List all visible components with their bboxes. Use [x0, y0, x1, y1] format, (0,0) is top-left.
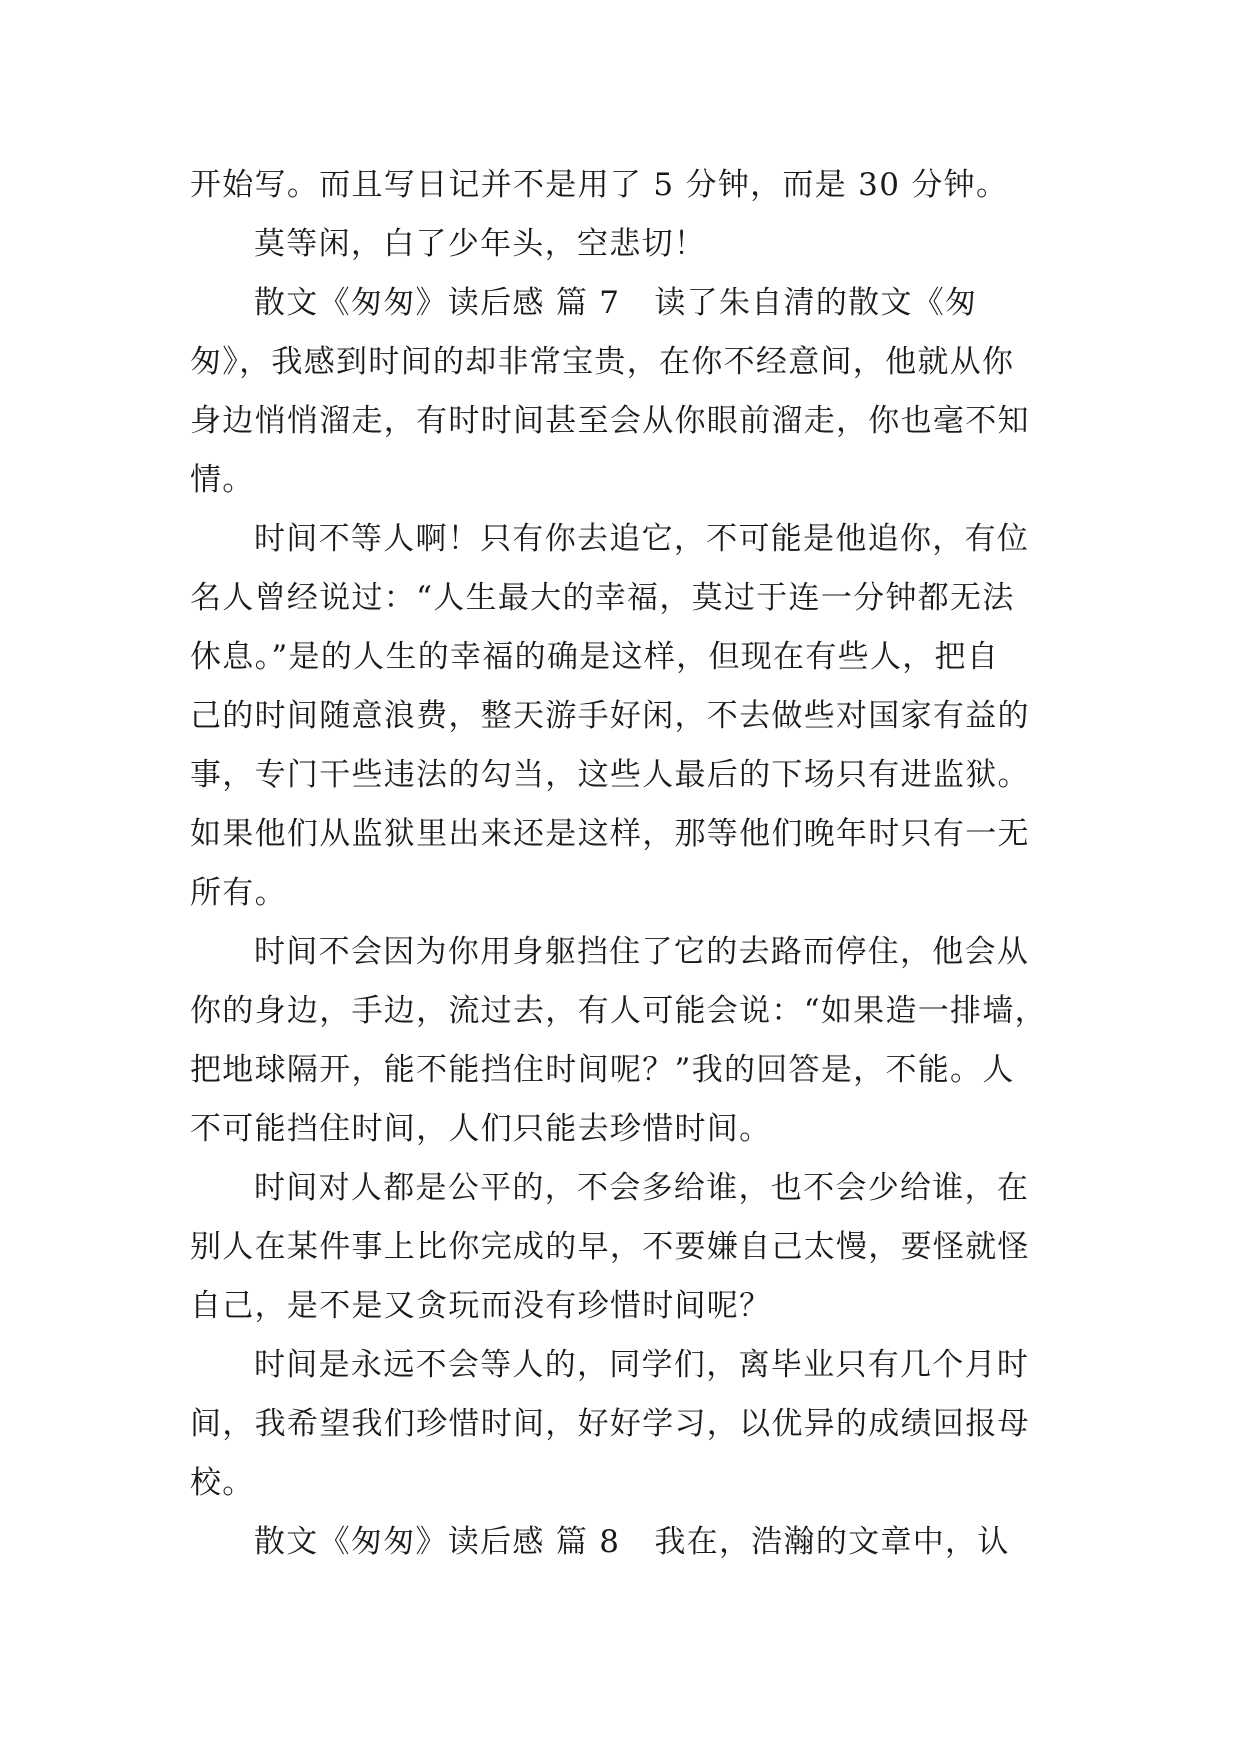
text-line: 校。: [190, 1465, 255, 1501]
section-heading-line: [190, 274, 1070, 333]
text-line: 把地球隔开，能不能挡住时间呢？”我的回答是，不能。人: [190, 1052, 1015, 1088]
text-line: 己的时间随意浪费，整天游手好闲，不去做些对国家有益的: [190, 698, 1030, 734]
article-body: [190, 156, 1070, 1572]
text-line: 时间是永远不会等人的，同学们，离毕业只有几个月时: [254, 1347, 1030, 1383]
text-line: 所有。: [190, 875, 287, 911]
text-line: 情。: [190, 462, 255, 498]
text-line: 自己，是不是又贪玩而没有珍惜时间呢？: [190, 1288, 772, 1324]
text-line: 匆》，我感到时间的却非常宝贵，在你不经意间，他就从你: [190, 344, 1015, 380]
section-heading: 散文《匆匆》读后感 篇 8: [254, 1524, 621, 1560]
text-line: 间，我希望我们珍惜时间，好好学习，以优异的成绩回报母: [190, 1406, 1030, 1442]
text-line: 名人曾经说过：“人生最大的幸福，莫过于连一分钟都无法: [190, 580, 1015, 616]
section-heading: 散文《匆匆》读后感 篇 7: [254, 285, 621, 321]
text-line: 莫等闲，白了少年头，空悲切！: [254, 226, 707, 262]
section-heading-line: [190, 1513, 1070, 1572]
section-text: 我在，浩瀚的文章中，认: [654, 1524, 1010, 1560]
text-line: 如果他们从监狱里出来还是这样，那等他们晚年时只有一无: [190, 816, 1030, 852]
text-line: 时间对人都是公平的，不会多给谁，也不会少给谁，在: [254, 1170, 1030, 1206]
text-line: 时间不等人啊！只有你去追它，不可能是他追你，有位: [254, 521, 1030, 557]
text-line: 事，专门干些违法的勾当，这些人最后的下场只有进监狱。: [190, 757, 1030, 793]
text-line: 你的身边，手边，流过去，有人可能会说：“如果造一排墙，: [190, 993, 1047, 1029]
text-line: 时间不会因为你用身躯挡住了它的去路而停住，他会从: [254, 934, 1030, 970]
text-line: 休息。”是的人生的幸福的确是这样，但现在有些人，把自: [190, 639, 1000, 675]
text-line: 开始写。而且写日记并不是用了 5 分钟，而是 30 分钟。: [190, 167, 1009, 203]
text-line: 身边悄悄溜走，有时时间甚至会从你眼前溜走，你也毫不知: [190, 403, 1030, 439]
section-text: 读了朱自清的散文《匆: [654, 285, 978, 321]
text-line: 别人在某件事上比你完成的早，不要嫌自己太慢，要怪就怪: [190, 1229, 1030, 1265]
text-line: 不可能挡住时间，人们只能去珍惜时间。: [190, 1111, 772, 1147]
